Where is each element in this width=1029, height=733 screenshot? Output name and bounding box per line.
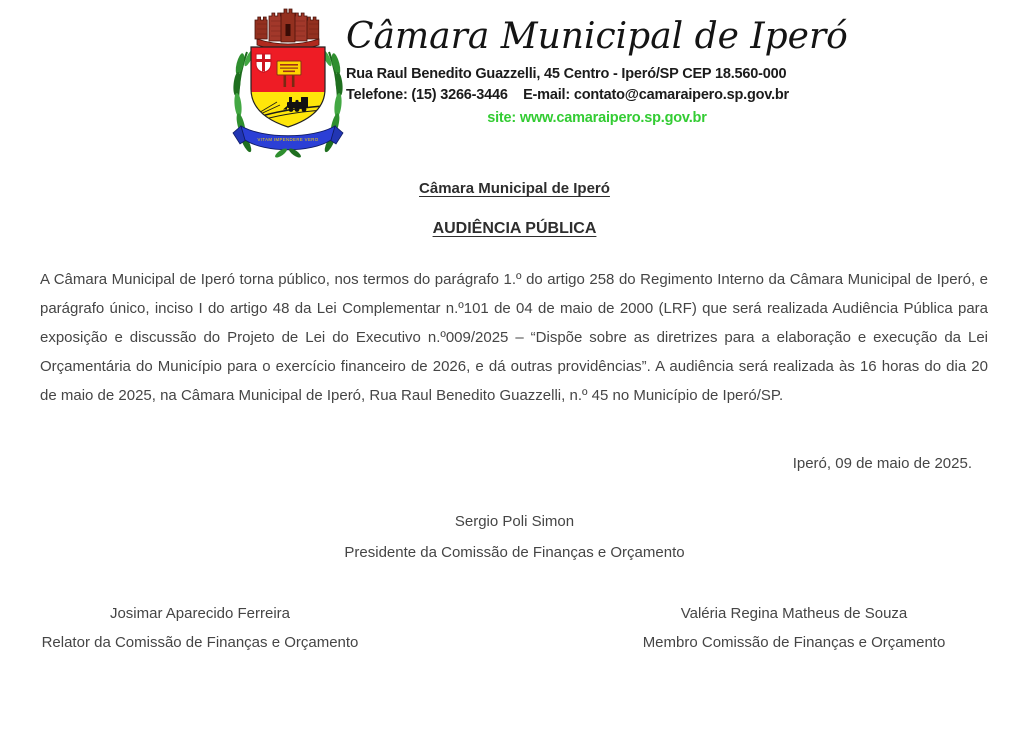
letterhead (346, 14, 848, 126)
document-title: Câmara Municipal de Iperó (419, 180, 610, 197)
signature-role: Presidente da Comissão de Finanças e Orçamento (344, 544, 685, 561)
signature-name: Sergio Poli Simon (454, 513, 575, 530)
org-phone-email: Telefone: (15) 3266-3446 E-mail: contato@camaraipero.sp.gov.br (346, 87, 789, 103)
document-subtitle: AUDIÊNCIA PÚBLICA (432, 220, 597, 237)
ipero-coat-of-arms-icon (231, 6, 345, 160)
signature-member (594, 599, 994, 657)
signature-name: Josimar Aparecido Ferreira (109, 605, 291, 622)
org-name: Câmara Municipal de Iperó (346, 16, 848, 57)
org-address: Rua Raul Benedito Guazzelli, 45 Centro - Iperó/SP CEP 18.560-000 (346, 66, 787, 82)
notice-body-paragraph: A Câmara Municipal de Iperó torna público, nos termos do parágrafo 1.º do artigo 258 do Regimento Interno da Câmara Municipal de Iperó, e parágrafo único, inciso I do artigo 48 da Lei Complementar n.º101 de 04 de maio de 2000 (LRF) que será realizada Audiência Pública para exposição e discussão do Projeto de Lei do Executivo n.º009/2025 – “Dispõe sobre as diretrizes para a elaboração e execução da Lei Orçamentária do Município para o exercício financeiro de 2026, e dá outras providências”. A audiência será realizada às 16 horas do dia 20 de maio de 2025, na Câmara Municipal de Iperó, Rua Raul Benedito Guazzelli, n.º 45 no Município de Iperó/SP. (40, 271, 988, 404)
cross-shield (256, 54, 271, 73)
org-website: site: www.camaraipero.sp.gov.br (487, 110, 707, 126)
signature-relator (0, 599, 400, 657)
date-line: Iperó, 09 de maio de 2025. (792, 455, 972, 472)
signature-name: Valéria Regina Matheus de Souza (680, 605, 908, 622)
motto-ribbon (233, 126, 343, 159)
mural-crown (255, 9, 319, 50)
signature-president (0, 506, 1029, 568)
signature-role: Relator da Comissão de Finanças e Orçamento (41, 634, 359, 651)
crest-motto-text: VITAM IMPENDERE VERO (257, 137, 319, 142)
shield (249, 47, 327, 132)
signature-role: Membro Comissão de Finanças e Orçamento (642, 634, 946, 651)
